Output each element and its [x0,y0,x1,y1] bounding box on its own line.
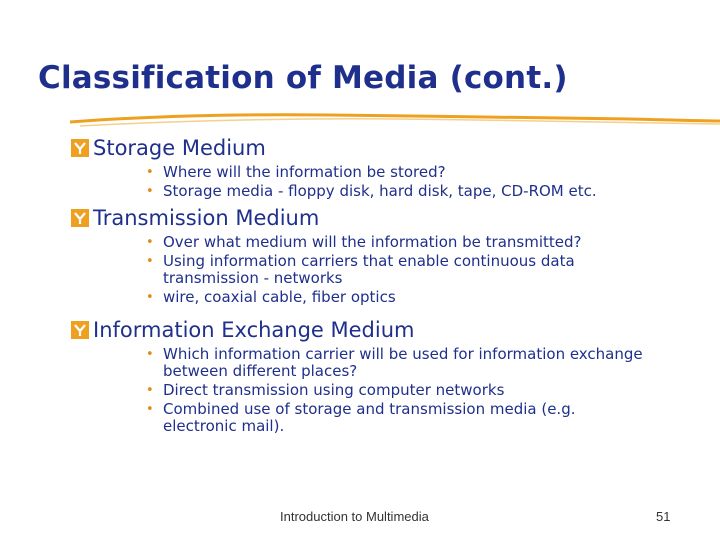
list-item: • Combined use of storage and transmission media (e.g. electronic mail). [146,400,576,435]
title-underline [70,110,720,130]
bullet-dot-icon: • [146,235,154,250]
list-item: • wire, coaxial cable, fiber optics [146,288,396,306]
y-box-icon [70,138,90,158]
bullet-dot-icon: • [146,254,154,269]
bullet-dot-icon: • [146,290,154,305]
bullet-dot-icon: • [146,383,154,398]
bullet-list [70,164,710,200]
section-storage-medium [70,136,710,202]
list-item: • Over what medium will the information be transmitted? [146,233,582,251]
footer-text: Introduction to Multimedia [280,509,429,524]
y-box-icon [70,320,90,340]
list-item: • Storage media - floppy disk, hard disk, tape, CD-ROM etc. [146,182,597,200]
list-item: • Where will the information be stored? [146,163,446,181]
list-item: • Using information carriers that enable continuous data transmission - networks [146,252,575,287]
bullet-dot-icon: • [146,184,154,199]
list-item: • Direct transmission using computer networks [146,381,505,399]
bullet-list [70,234,624,306]
bullet-dot-icon: • [146,347,154,362]
section-transmission-medium [70,206,710,308]
bullet-dot-icon: • [146,402,154,417]
bullet-dot-icon: • [146,165,154,180]
list-item: • Which information carrier will be used for information exchange between different places? [146,345,643,380]
slide-title: Classification of Media (cont.) [38,60,568,96]
y-box-icon [70,208,90,228]
section-information-exchange-medium [70,318,710,437]
section-heading: Storage Medium [93,136,266,160]
section-heading: Information Exchange Medium [93,318,415,342]
section-heading: Transmission Medium [93,206,320,230]
page-number: 51 [656,509,671,524]
bullet-list [70,346,674,435]
